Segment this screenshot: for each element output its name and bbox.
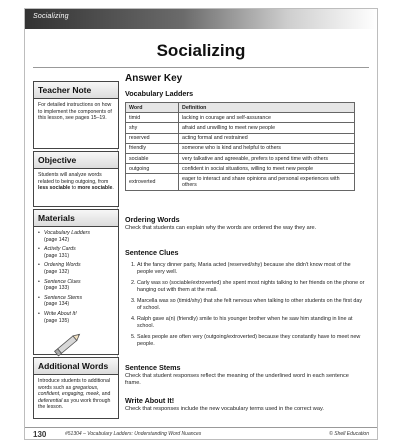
objective-text: Students will analyze words related to being outgoing, from less sociable to more sociable. [38,172,114,192]
material-item: • Vocabulary Ladders (page 142) [44,230,114,243]
materials-list [38,230,114,324]
sentence-clues-list [125,262,367,352]
section-label: Socializing [33,13,69,20]
teacher-note-text: For detailed instructions on how to implement the components of this lesson, see pages 15–19. [38,102,112,122]
table-row: friendly someone who is kind and helpful to others [126,143,355,153]
list-item: 1. At the fancy dinner party, Maria acted (reserved/shy) because she didn't know most of the people very well. [137,262,367,276]
teacher-note-box [33,81,119,149]
list-item: 2. Carly was so (sociable/extroverted) she spent most nights talking to her friends on the phone or hanging out with them at the mall. [137,280,367,294]
publisher: © Shell Education [329,431,369,437]
answer-key-heading: Answer Key [125,73,183,84]
table-header-row [126,103,355,113]
list-item: 3. Marcella was so (timid/shy) that she felt nervous when talking to other students on the first day of school. [137,298,367,312]
table-row: reserved acting formal and restrained [126,133,355,143]
material-item: • Activity Cards (page 131) [44,246,114,259]
pencil-icon [51,327,85,361]
material-item: • Sentence Stems (page 134) [44,295,114,308]
vocabulary-table [125,102,355,191]
table-row: sociable very talkative and agreeable, prefers to spend time with others [126,154,355,164]
column-header: Definition [179,103,355,113]
page-footer [25,427,377,440]
table-row: outgoing confident in social situations, willing to meet new people [126,164,355,174]
teacher-note-heading: Teacher Note [34,82,118,99]
vocab-ladders-heading: Vocabulary Ladders [125,89,194,98]
additional-words-box [33,357,119,419]
sentence-clues-heading: Sentence Clues [125,248,179,257]
sidebar [33,81,118,417]
materials-heading: Materials [34,210,118,227]
material-item: • Sentence Clues (page 133) [44,279,114,292]
material-item: • Write About It! (page 135) [44,311,114,324]
table-row: extroverted eager to interact and share opinions and personal experiences with others [126,174,355,190]
additional-words-text: Introduce students to additional words such as gregarious, confident, engaging, meek, and deferential as you work through the lesson. [38,378,111,411]
title-divider [33,67,369,68]
table-row: timid lacking in courage and self-assurance [126,113,355,123]
list-item: 4. Ralph gave a(n) (friendly) smile to his younger brother when he saw him standing in line at school. [137,316,367,330]
table-row: shy afraid and unwilling to meet new people [126,123,355,133]
ordering-words-text: Check that students can explain why the words are ordered the way they are. [125,225,317,231]
write-about-text: Check that responses include the new vocabulary terms used in the correct way. [125,406,324,412]
catalog-info: #51304 – Vocabulary Ladders: Understanding Word Nuances [65,431,202,437]
ordering-words-heading: Ordering Words [125,215,180,224]
material-item: • Ordering Words (page 132) [44,262,114,275]
header-band [25,9,377,29]
additional-words-heading: Additional Words [34,358,118,375]
sentence-stems-heading: Sentence Stems [125,363,181,372]
sentence-stems-text: Check that student responses reflect the meaning of the underlined word in each sentence frame. [125,373,349,387]
worksheet-page [24,8,378,440]
objective-heading: Objective [34,152,118,169]
list-item: 5. Sales people are often very (outgoing/extroverted) because they constantly have to meet new people. [137,334,367,348]
write-about-heading: Write About It! [125,396,175,405]
page-title: Socializing [156,41,246,60]
page-number: 130 [33,430,47,439]
column-header: Word [126,103,179,113]
objective-box [33,151,119,207]
